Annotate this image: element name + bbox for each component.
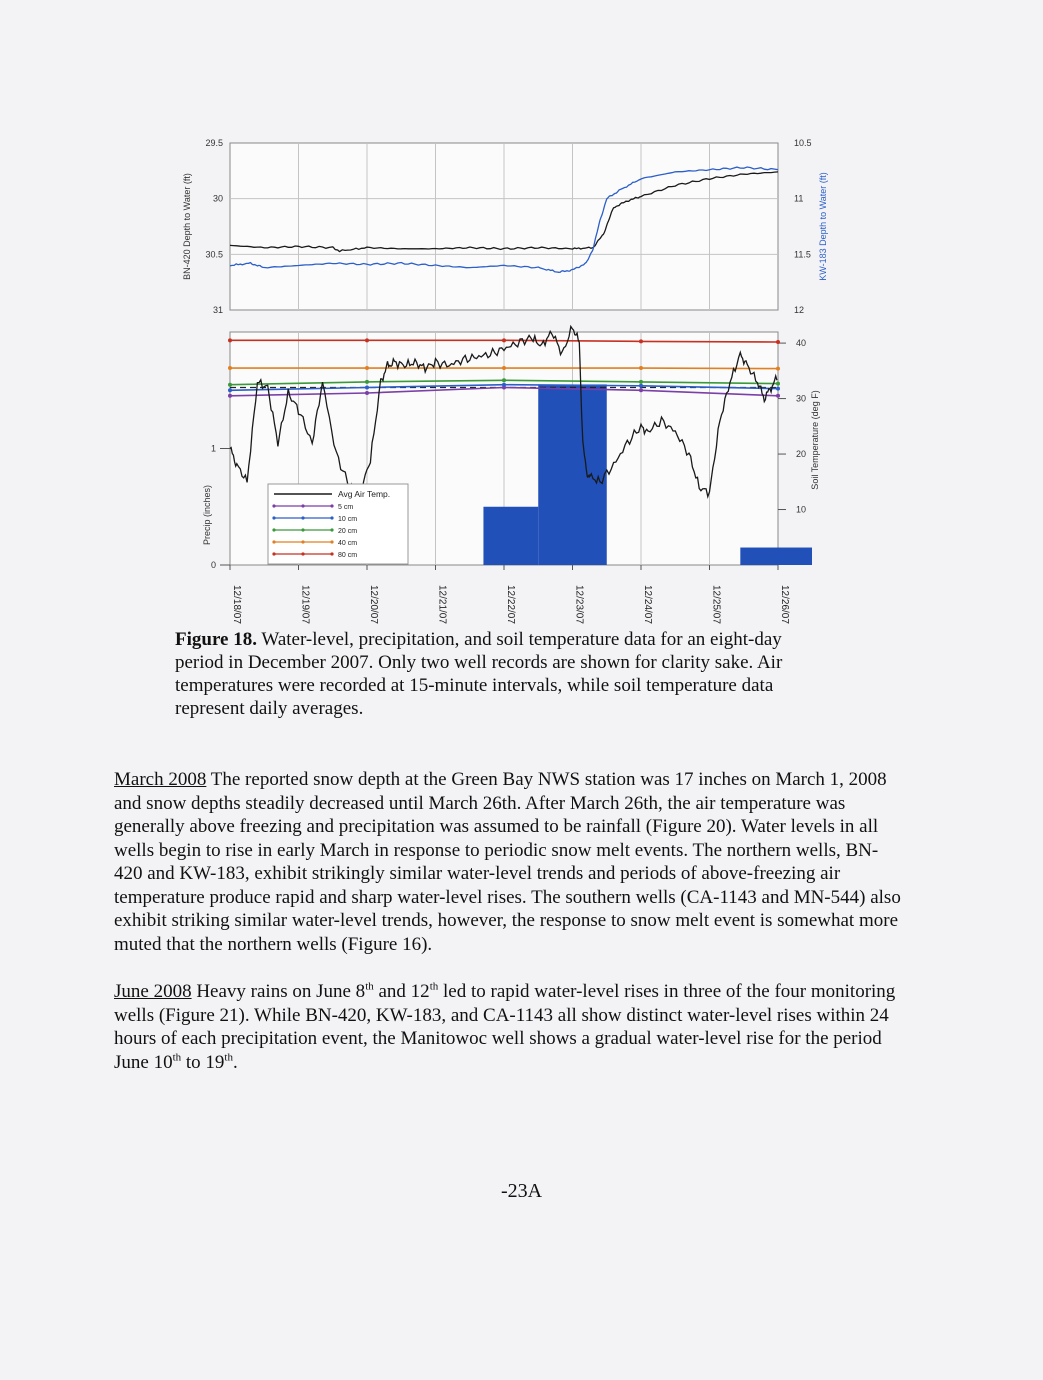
top-left-tick-label: 29.5	[205, 138, 223, 148]
top-right-tick-label: 12	[794, 305, 805, 315]
june-text-3: led to rapid water-level rises in three of the four monitoring wells (Figure 21). While BN-420, KW-183, and CA-1143 all show distinct water-level rises within 24 hours of each precipitation event, the Manitowoc well shows a gradual water-level rise for the period June 10	[114, 981, 896, 1073]
legend-marker	[330, 552, 333, 555]
soil-temp-tick-label: 10	[796, 504, 807, 515]
legend-marker	[301, 540, 304, 543]
x-tick-label: 12/20/07	[368, 585, 379, 624]
soil-temp-point-20-cm	[776, 382, 780, 386]
soil-temp-point-20-cm	[228, 383, 232, 387]
june-sup-1: th	[365, 980, 374, 993]
x-tick-label: 12/26/07	[779, 585, 790, 624]
june-text-1: Heavy rains on June 8	[196, 981, 366, 1002]
precip-tick-label: 0	[210, 560, 216, 570]
legend-label: 20 cm	[338, 528, 358, 535]
june-sup-2: th	[429, 980, 439, 993]
legend-marker	[272, 552, 275, 555]
soil-temp-point-5-cm	[776, 394, 780, 398]
legend-marker	[272, 540, 275, 543]
caption-text: Water-level, precipitation, and soil temperature data for an eight-day period in December 2007. Only two well records are shown for clarity sake. Air temperatures were recorded at 15-minute intervals, while soil temperature data represent daily averages.	[175, 629, 783, 719]
soil-temp-point-40-cm	[228, 366, 232, 370]
top-right-tick-label: 11.5	[794, 249, 811, 260]
top-right-tick-label: 10.5	[794, 138, 812, 148]
soil-temp-tick-label: 30	[796, 393, 807, 404]
top-left-tick-label: 30	[212, 193, 223, 204]
june-text-2: and 12	[373, 981, 430, 1002]
soil-temp-point-20-cm	[365, 380, 369, 384]
legend-marker	[272, 528, 275, 531]
soil-temp-point-10-cm	[639, 384, 643, 388]
legend-marker	[330, 516, 333, 519]
paragraph-june-2008	[114, 980, 904, 1074]
x-tick-label: 12/19/07	[299, 585, 311, 624]
precip-bar	[740, 548, 812, 565]
soil-temp-axis-label: Soil Temperature (deg F)	[810, 390, 820, 490]
precip-axis-label: Precip (inches)	[202, 484, 212, 546]
soil-temp-point-80-cm	[228, 338, 232, 342]
legend-label: 5 cm	[338, 504, 354, 511]
paragraph-heading-june: June 2008	[114, 981, 192, 1002]
soil-temp-point-20-cm	[502, 378, 506, 382]
x-tick-label: 12/23/07	[573, 585, 585, 624]
caption-label: Figure 18.	[175, 629, 257, 650]
soil-temp-point-5-cm	[639, 388, 643, 392]
soil-temp-point-5-cm	[365, 391, 369, 395]
soil-temp-point-80-cm	[365, 338, 369, 342]
legend-marker	[301, 516, 304, 519]
page-number: -23A	[500, 1180, 543, 1202]
soil-temp-tick-label: 20	[796, 449, 807, 460]
legend-marker	[330, 540, 333, 543]
legend-marker	[330, 504, 333, 507]
legend-marker	[301, 528, 304, 531]
paragraph-march-2008	[114, 768, 904, 956]
paragraph-text-march: The reported snow depth at the Green Bay NWS station was 17 inches on March 1, 2008 and snow depths steadily decreased until March 26th. After March 26th, the air temperature was generally above freezing and precipitation was assumed to be rainfall (Figure 20). Water levels in all wells begin to rise in early March in response to periodic snow melt events. The northern wells, BN-420 and KW-183, exhibit strikingly similar water-level trends and periods of above-freezing air temperature produce rapid and sharp water-level rises. The southern wells (CA-1143 and MN-544) also exhibit striking similar water-level trends, however, the response to snow melt event is somewhat more muted that the northern wells (Figure 16).	[114, 769, 901, 955]
june-text-5: .	[232, 1051, 238, 1073]
figure-18-chart	[0, 0, 1043, 625]
soil-temp-point-40-cm	[502, 366, 506, 370]
june-sup-4: th	[224, 1051, 233, 1064]
soil-temp-point-80-cm	[639, 339, 643, 343]
legend-label: 40 cm	[338, 540, 358, 547]
top-left-axis-label: BN-420 Depth to Water (ft)	[182, 173, 192, 280]
soil-temp-point-40-cm	[776, 367, 780, 371]
soil-temp-point-10-cm	[365, 385, 369, 389]
top-right-axis-label: KW-183 Depth to Water (ft)	[818, 172, 828, 281]
x-tick-label: 12/24/07	[642, 585, 653, 624]
paragraph-heading-march: March 2008	[114, 769, 207, 790]
legend-marker	[272, 516, 275, 519]
legend-marker	[330, 528, 333, 531]
soil-temp-point-20-cm	[639, 380, 643, 384]
top-left-tick-label: 30.5	[205, 249, 223, 260]
figure-caption	[175, 628, 835, 720]
x-tick-label: 12/18/07	[231, 585, 242, 624]
soil-temp-point-5-cm	[228, 394, 232, 398]
legend-label: 10 cm	[338, 516, 358, 523]
precip-bar	[483, 507, 538, 565]
soil-temp-point-80-cm	[776, 340, 780, 344]
soil-temp-tick-label: 40	[796, 338, 807, 349]
legend-marker	[272, 504, 275, 507]
soil-temp-point-10-cm	[776, 387, 780, 391]
legend-marker	[301, 504, 304, 507]
x-tick-label: 12/22/07	[505, 585, 516, 624]
soil-temp-point-40-cm	[365, 366, 369, 370]
june-sup-3: th	[172, 1051, 182, 1064]
top-right-tick-label: 11	[794, 193, 804, 204]
soil-temp-point-80-cm	[502, 338, 506, 342]
legend-label: 80 cm	[338, 552, 358, 559]
x-tick-label: 12/25/07	[710, 585, 722, 624]
soil-temp-point-40-cm	[639, 366, 643, 370]
top-left-tick-label: 31	[212, 305, 223, 315]
x-tick-label: 12/21/07	[436, 585, 448, 624]
legend-label: Avg Air Temp.	[338, 489, 391, 499]
precip-bar	[538, 384, 607, 565]
precip-tick-label: 1	[210, 443, 216, 454]
june-text-4: to 19	[181, 1051, 225, 1073]
legend-marker	[301, 552, 304, 555]
soil-temp-point-10-cm	[228, 388, 232, 392]
soil-temp-point-10-cm	[502, 383, 506, 387]
